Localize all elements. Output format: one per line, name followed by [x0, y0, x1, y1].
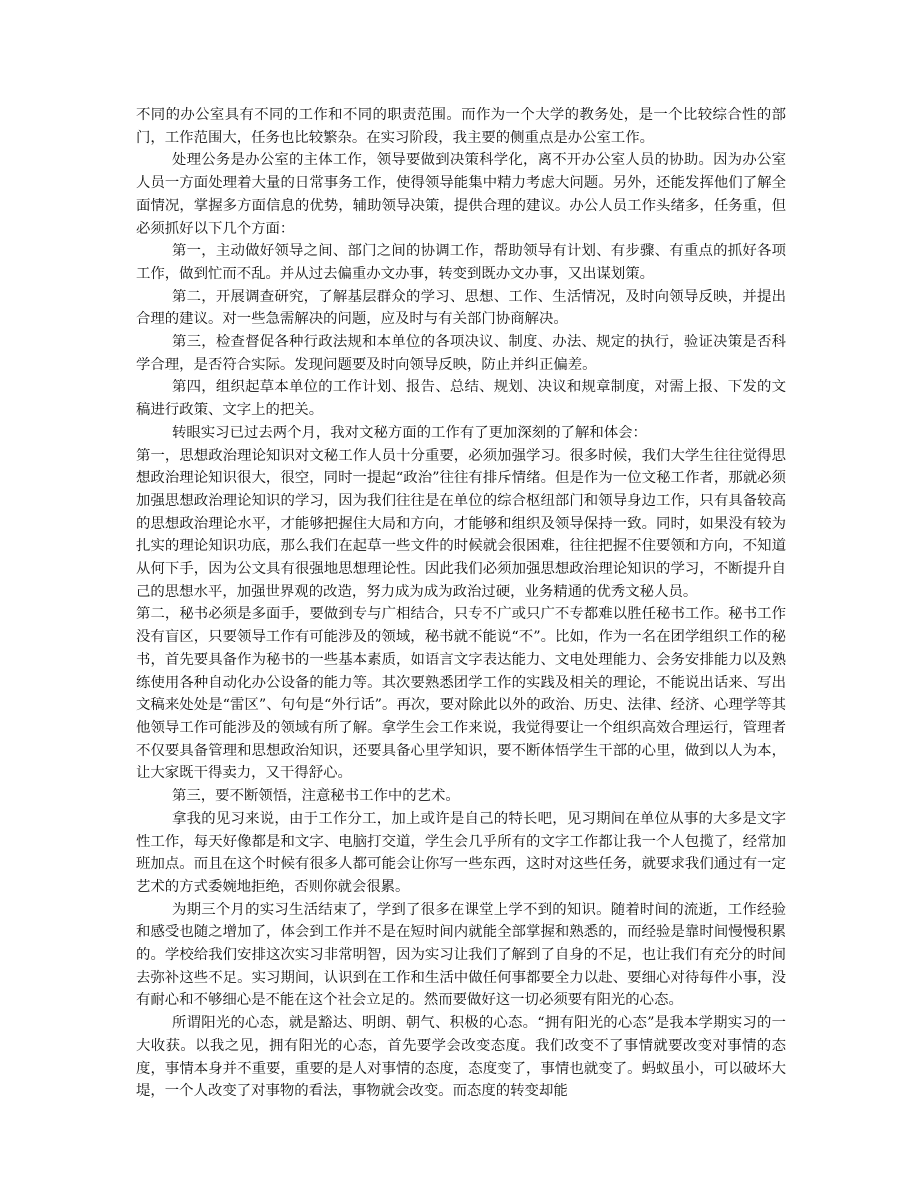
paragraph-sunny-attitude: 所谓阳光的心态，就是豁达、明朗、朝气、积极的心态。“拥有阳光的心态”是我本学期实习的一大收获。以我之见，拥有阳光的心态，首先要学会改变态度。我们改变不了事情就要改变对事情的态度，事情本身并不重要，重要的是人对事情的态度，态度变了，事情也就变了。蚂蚁虽小，可以破坏大堤，一个人改变了对事物的看法，事物就会改变。而态度的转变却能 [136, 1015, 786, 1100]
paragraph-point-research: 第二，开展调查研究，了解基层群众的学习、思想、工作、生活情况，及时向领导反映，并提出合理的建议。对一些急需解决的问题，应及时与有关部门协商解决。 [136, 288, 786, 328]
paragraph-art-of-secretary: 第三，要不断领悟，注意秘书工作中的艺术。 [172, 788, 460, 805]
paragraph-point-coordination: 第一，主动做好领导之间、部门之间的协调工作，帮助领导有计划、有步骤、有重点的抓好各项工作，做到忙而不乱。并从过去偏重办文办事，转变到既办文办事，又出谋划策。 [136, 243, 786, 282]
paragraph-point-supervision: 第三，检查督促各种行政法规和本单位的各项决议、制度、办法、规定的执行，验证决策是否科学合理，是否符合实际。发现问题要及时向领导反映，防止并纠正偏差。 [136, 334, 786, 373]
paragraph-office-scope: 不同的办公室具有不同的工作和不同的职责范围。而作为一个大学的教务处，是一个比较综合性的部门，工作范围大，任务也比较繁杂。在实习阶段，我主要的侧重点是办公室工作。 [136, 107, 786, 146]
paragraph-office-duties: 处理公务是办公室的主体工作，领导要做到决策科学化，离不开办公室人员的协助。因为办公室人员一方面处理着大量的日常事务工作，使得领导能集中精力考虑大问题。另外，还能发挥他们了解全面情况，掌握多方面信息的优势，辅助领导决策，提供合理的建议。办公人员工作头绪多，任务重，但必须抓好以下几个方面： [136, 152, 786, 237]
paragraph-two-months: 转眼实习已过去两个月，我对文秘方面的工作有了更加深刻的了解和体会： [172, 424, 647, 441]
paragraph-three-months: 为期三个月的实习生活结束了，学到了很多在课堂上学不到的知识。随着时间的流逝，工作经验和感受也随之增加了，体会到工作并不是在短时间内就能全部掌握和熟悉的，而经验是靠时间慢慢积累的。学校给我们安排这次实习非常明智，因为实习让我们了解到了自身的不足，也让我们有充分的时间去弥补这些不足。实习期间，认识到在工作和生活中做任何事都要全力以赴、要细心对待每件小事，没有耐心和不够细心是不能在这个社会立足的。然而要做好这一切必须要有阳光的心态。 [136, 901, 786, 1009]
paragraph-point-drafting: 第四，组织起草本单位的工作计划、报告、总结、规划、决议和规章制度，对需上报、下发的文稿进行政策、文字上的把关。 [136, 379, 786, 419]
paragraph-political-theory: 第一，思想政治理论知识对文秘工作人员十分重要，必须加强学习。很多时候，我们大学生往往觉得思想政治理论知识很大，很空，同时一提起“政治”往往有排斥情绪。但是作为一位文秘工作者，那就必须加强思想政治理论知识的学习，因为我们往往是在单位的综合枢纽部门和领导身边工作，只有具备较高的思想政治理论水平，才能够把握住大局和方向，才能够和组织及领导保持一致。同时，如果没有较为扎实的理论知识功底，那么我们在起草一些文件的时候就会很困难，往往把握不住要领和方向，不知道从何下手，因为公文具有很强地思想理论性。因此我们必须加强思想政治理论知识的学习，不断提升自己的思想水平，加强世界观的改造，努力成为成为政治过硬，业务精通的优秀文秘人员。 [136, 447, 786, 600]
paragraph-internship-example: 拿我的见习来说，由于工作分工，加上或许是自己的特长吧，见习期间在单位从事的大多是文字性工作，每天好像都是和文字、电脑打交道，学生会几乎所有的文字工作都让我一个人包揽了，经常加班加点。而且在这个时候有很多人都可能会让你写一些东西，这时对这些任务，就要求我们通过有一定艺术的方式委婉地拒绝，否则你就会很累。 [136, 810, 786, 895]
document-page [136, 104, 786, 1103]
paragraph-all-rounder: 第二，秘书必须是多面手，要做到专与广相结合，只专不广或只广不专都难以胜任秘书工作。秘书工作没有盲区，只要领导工作有可能涉及的领域，秘书就不能说“不”。比如，作为一名在团学组织工作的秘书，首先要具备作为秘书的一些基本素质，如语言文字表达能力、文电处理能力、会务安排能力以及熟练使用各种自动化办公设备的能力等。其次要熟悉团学工作的实践及相关的理论，不能说出话来、写出文稿来处处是“雷区”、句句是“外行话”。再次，要对除此以外的政治、历史、法律、经济、心理学等其他领导工作可能涉及的领域有所了解。拿学生会工作来说，我觉得要让一个组织高效合理运行，管理者不仅要具备管理和思想政治知识，还要具备心里学知识，要不断体悟学生干部的心里，做到以人为本，让大家既干得卖力，又干得舒心。 [136, 606, 786, 782]
